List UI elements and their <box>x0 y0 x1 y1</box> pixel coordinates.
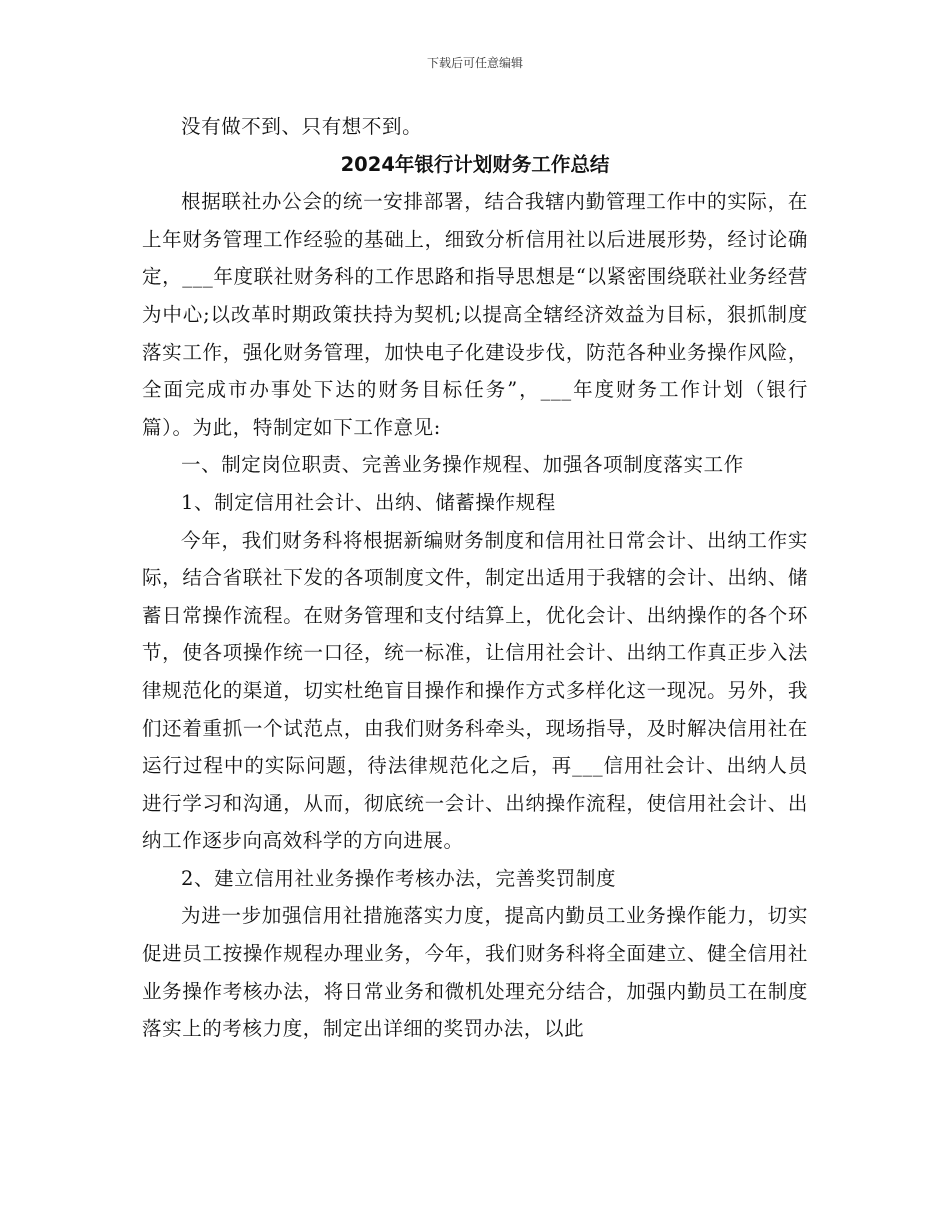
paragraph-operation-rules: 今年，我们财务科将根据新编财务制度和信用社日常会计、出纳工作实际，结合省联社下发的各项制度文件，制定出适用于我辖的会计、出纳、储蓄日常操作流程。在财务管理和支付结算上，优化会计、出纳操作的各个环节，使各项操作统一口径，统一标准，让信用社会计、出纳工作真正步入法律规范化的渠道，切实杜绝盲目操作和操作方式多样化这一现况。另外，我们还着重抓一个试范点，由我们财务科牵头，现场指导，及时解决信用社在运行过程中的实际问题，待法律规范化之后，再___信用社会计、出纳人员进行学习和沟通，从而，彻底统一会计、出纳操作流程，使信用社会计、出纳工作逐步向高效科学的方向进展。 <box>142 528 808 853</box>
paragraph-intro: 根据联社办公会的统一安排部署，结合我辖内勤管理工作中的实际，在上年财务管理工作经验的基础上，细致分析信用社以后进展形势，经讨论确定，___年度联社财务科的工作思路和指导思想是“以紧密围绕联社业务经营为中心;以改革时期政策扶持为契机;以提高全辖经济效益为目标，狠抓制度落实工作，强化财务管理，加快电子化建设步伐，防范各种业务操作风险，全面完成市办事处下达的财务目标任务”，___年度财务工作计划（银行篇）。为此，特制定如下工作意见: <box>142 190 808 439</box>
paragraph-assessment: 为进一步加强信用社措施落实力度，提高内勤员工业务操作能力，切实促进员工按操作规程办理业务，今年，我们财务科将全面建立、健全信用社业务操作考核办法，将日常业务和微机处理充分结合，加强内勤员工在制度落实上的考核力度，制定出详细的奖罚办法，以此 <box>142 904 808 1041</box>
subsection-heading-1: 1、制定信用社会计、出纳、储蓄操作规程 <box>181 490 556 514</box>
document-title: 2024年银行计划财务工作总结 <box>340 152 610 176</box>
lead-line: 没有做不到、只有想不到。 <box>181 115 423 138</box>
document-body <box>142 108 808 1048</box>
subsection-heading-2: 2、建立信用社业务操作考核办法，完善奖罚制度 <box>181 866 617 890</box>
section-heading-1: 一、制定岗位职责、完善业务操作规程、加强各项制度落实工作 <box>181 453 744 477</box>
page-header-note: 下载后可任意编辑 <box>426 56 523 70</box>
